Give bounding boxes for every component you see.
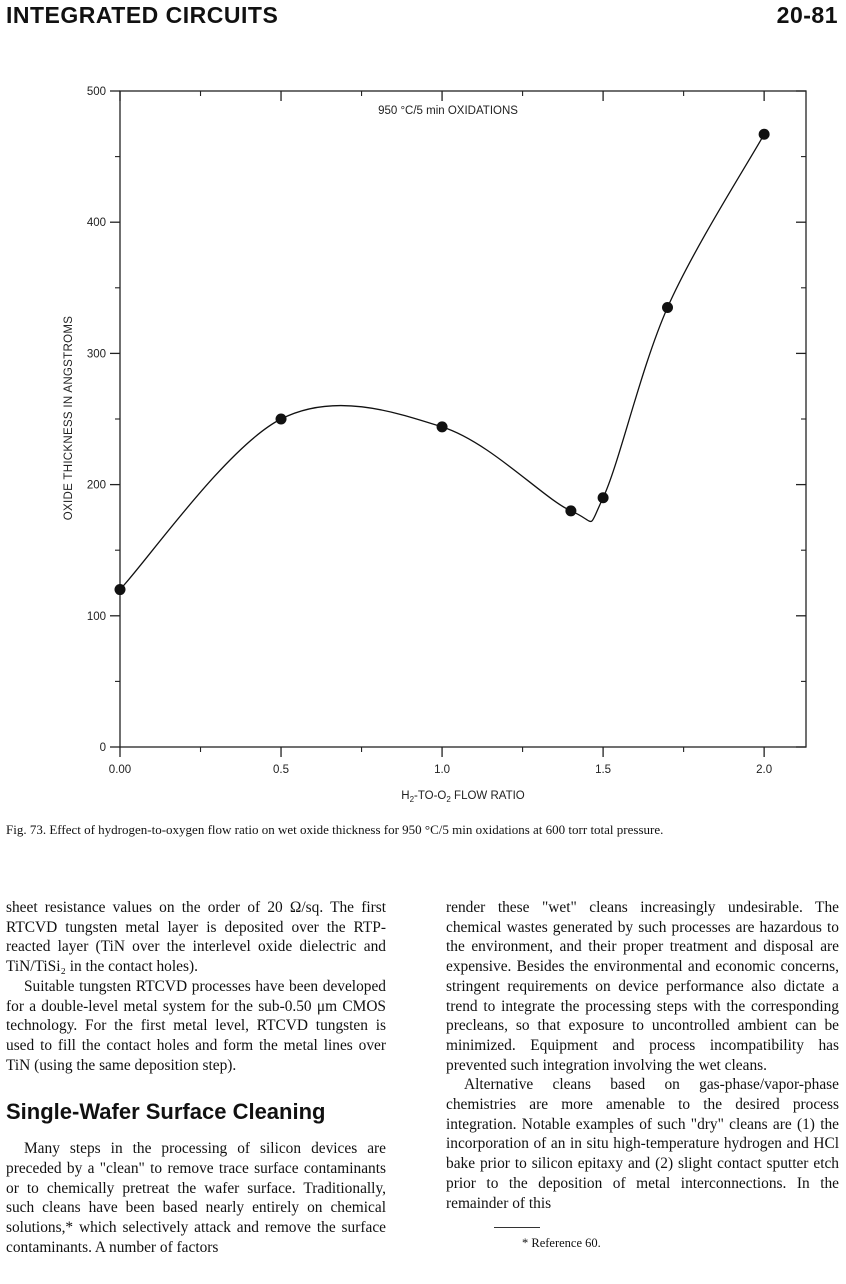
x-axis-label <box>401 790 525 804</box>
section-heading: Single-Wafer Surface Cleaning <box>6 1099 326 1125</box>
figure-caption: Fig. 73. Effect of hydrogen-to-oxygen flow ratio on wet oxide thickness for 950 °C/5 min oxidations at 600 torr total pressure. <box>6 822 664 837</box>
y-axis-ticks <box>87 86 806 754</box>
plot-frame <box>120 91 806 747</box>
y-tick-label: 300 <box>86 348 106 361</box>
x-axis-label-pre: H <box>401 790 410 802</box>
right-paragraph-2: Alternative cleans based on gas-phase/vapor-phase chemistries are more amenable to the desired process integration. Notable examples of such "dry" cleans are (1) the incorporation of an in situ high-temperature hydrogen and HCl bake prior to silicon epitaxy and (2) slight contact sputter etch prior to the deposition of metal interconnections. In the remainder of this <box>446 1076 839 1212</box>
y-tick-label: 500 <box>86 86 106 98</box>
data-point <box>759 129 770 140</box>
left-paragraph-1: sheet resistance values on the order of 20 Ω/sq. The first RTCVD tungsten metal layer is deposited over the RTP-reacted layer (TiN over the interlevel oxide dielectric and TiN/TiSi₂ in the contact holes). <box>6 899 386 976</box>
series-line <box>120 134 764 589</box>
x-axis-label-mid: -TO-O <box>414 790 447 802</box>
running-head-title: INTEGRATED CIRCUITS <box>6 2 279 28</box>
y-axis-label: OXIDE THICKNESS IN ANGSTROMS <box>63 315 75 521</box>
y-tick-label: 0 <box>99 742 106 754</box>
x-tick-label: 1.0 <box>434 764 451 776</box>
x-tick-label: 2.0 <box>756 764 773 776</box>
footnote-rule <box>494 1227 540 1228</box>
chart-title: 950 °C/5 min OXIDATIONS <box>378 105 518 117</box>
footnote: * Reference 60. <box>522 1236 601 1251</box>
data-point <box>598 492 609 503</box>
x-axis-label-sub: 2 <box>409 795 415 804</box>
data-point <box>662 302 673 313</box>
right-paragraph-1: render these "wet" cleans increasingly undesirable. The chemical wastes generated by such processes are hazardous to the environment, and their proper treatment and disposal are expensive. Besides the environmental and economic concerns, stringent requirements on device performance also dictate a trend to integrate the processing steps with the corresponding precleans, so that exposure to uncontrolled ambient can be minimized. Equipment and process incompatibility has prevented such integration involving the wet cleans. <box>446 899 839 1074</box>
x-axis-ticks <box>109 91 772 776</box>
x-axis-label-post: FLOW RATIO <box>450 790 525 802</box>
data-point <box>276 414 287 425</box>
right-column <box>446 898 839 1254</box>
y-tick-label: 200 <box>86 479 106 492</box>
left-column <box>6 898 386 1258</box>
x-tick-label: 1.5 <box>595 764 612 776</box>
x-tick-label: 0.5 <box>273 764 290 776</box>
data-point <box>115 584 126 595</box>
left-paragraph-2: Suitable tungsten RTCVD processes have been developed for a double-level metal system for the sub-0.50 μm CMOS technology. For the first metal level, RTCVD tungsten is used to fill the contact holes and form the metal lines over TiN (using the same deposition step). <box>6 977 386 1074</box>
y-tick-label: 100 <box>86 610 106 623</box>
data-point <box>437 421 448 432</box>
y-tick-label: 400 <box>86 217 106 230</box>
x-tick-label: 0.00 <box>108 764 132 776</box>
left-paragraph-3: Many steps in the processing of silicon devices are preceded by a "clean" to remove trace surface contaminants or to chemically pretreat the wafer surface. Traditionally, such cleans have been based nearly entirely on chemical solutions,* which selectively attack and remove the surface contaminants. A number of factors <box>6 1140 386 1256</box>
page-number: 20-81 <box>776 2 838 28</box>
data-points <box>115 129 770 595</box>
data-point <box>565 505 576 516</box>
x-axis-label-sub2: 2 <box>446 795 451 804</box>
